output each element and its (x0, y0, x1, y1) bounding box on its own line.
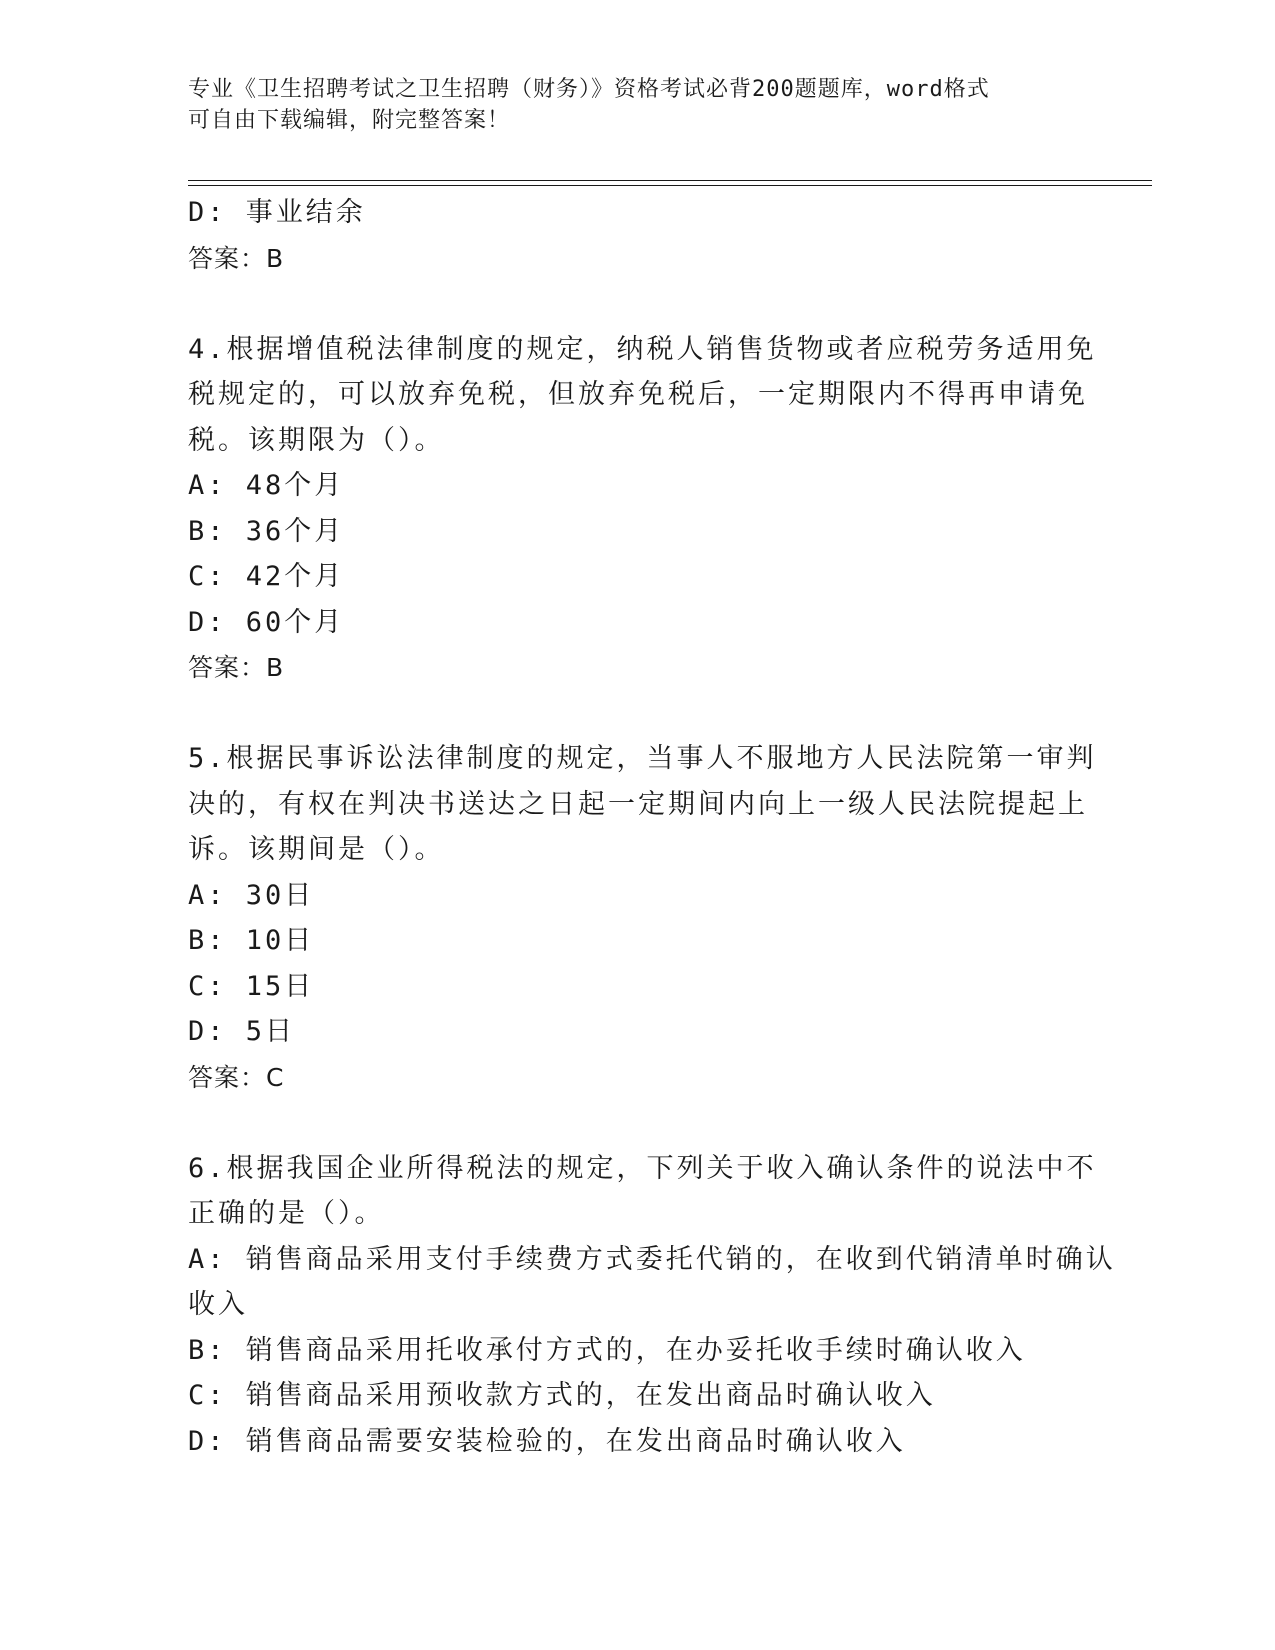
question-5 (188, 736, 1097, 1100)
question-5-option-c: C: 15日 (188, 970, 315, 1002)
question-4-stem-line-2: 税规定的，可以放弃免税，但放弃免税后，一定期限内不得再申请免 (188, 379, 1088, 410)
document-header (188, 74, 1088, 136)
question-5-stem-line-2: 决的，有权在判决书送达之日起一定期间内向上一级人民法院提起上 (188, 788, 1088, 820)
question-5-answer: 答案：C (188, 1062, 285, 1092)
prev-question-option-d: D: 事业结余 (188, 197, 366, 228)
question-5-option-d: D: 5日 (188, 1016, 296, 1047)
header-title-line-1: 专业《卫生招聘考试之卫生招聘（财务）》资格考试必背200题题库，word格式 (188, 77, 990, 102)
question-5-option-a: A: 30日 (188, 879, 315, 911)
question-4-option-b: B: 36个月 (188, 515, 345, 547)
question-5-stem-line-1: 5.根据民事诉讼法律制度的规定，当事人不服地方人民法院第一审判 (188, 743, 1097, 774)
question-6-option-d: D: 销售商品需要安装检验的，在发出商品时确认收入 (188, 1425, 906, 1457)
question-6 (188, 1146, 1116, 1465)
question-content (188, 190, 1116, 1464)
question-6-option-b: B: 销售商品采用托收承付方式的，在办妥托收手续时确认收入 (188, 1334, 1026, 1366)
question-6-option-a: A: 销售商品采用支付手续费方式委托代销的，在收到代销清单时确认 (188, 1243, 1116, 1275)
spacer (188, 691, 1088, 737)
question-4-stem-line-1: 4.根据增值税法律制度的规定，纳税人销售货物或者应税劳务适用免 (188, 333, 1097, 365)
prev-question-answer: 答案：B (188, 243, 285, 273)
question-6-option-c: C: 销售商品采用预收款方式的，在发出商品时确认收入 (188, 1380, 936, 1411)
spacer (188, 1100, 1088, 1146)
question-4-stem-line-3: 税。该期限为（）。 (188, 424, 445, 456)
question-5-option-b: B: 10日 (188, 925, 315, 956)
question-6-option-a-continued: 收入 (188, 1289, 248, 1320)
spacer (188, 281, 1088, 327)
question-4-option-a: A: 48个月 (188, 470, 345, 501)
header-divider (188, 180, 1152, 186)
question-6-stem-line-1: 6.根据我国企业所得税法的规定，下列关于收入确认条件的说法中不 (188, 1152, 1097, 1184)
question-6-stem-line-2: 正确的是（）。 (188, 1198, 385, 1229)
question-4-option-c: C: 42个月 (188, 561, 345, 592)
question-4-answer: 答案：B (188, 653, 285, 682)
question-5-stem-line-3: 诉。该期间是（）。 (188, 834, 445, 865)
header-title-line-2: 可自由下载编辑，附完整答案！ (188, 108, 511, 133)
question-4 (188, 327, 1097, 691)
question-4-option-d: D: 60个月 (188, 606, 345, 638)
